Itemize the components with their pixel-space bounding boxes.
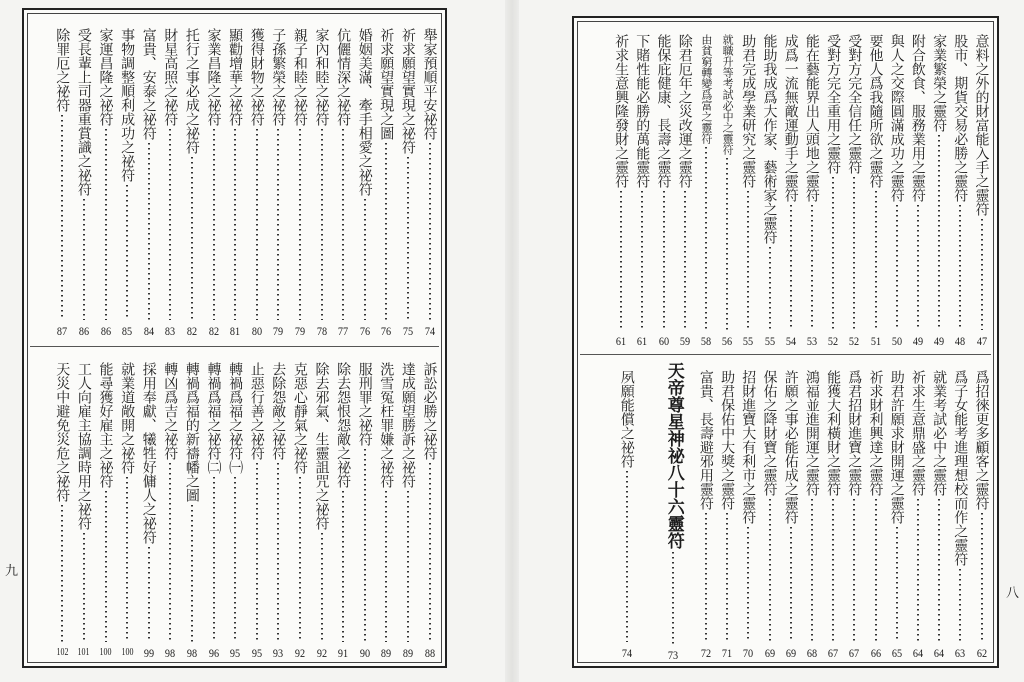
dot-leader [672,552,674,644]
toc-entry-page: 49 [912,334,923,348]
toc-entry [738,34,759,348]
toc-entry [950,34,971,348]
toc-entry-page: 66 [870,646,881,660]
dot-leader [875,499,877,642]
toc-entry-page: 101 [77,647,90,658]
dot-leader [747,191,749,330]
toc-entry-title: 洗雪冤枉罪嫌之祕符 [378,362,395,488]
book-gutter [505,0,519,682]
toc-entry-page: 72 [700,646,711,660]
toc-entry [354,28,375,338]
toc-entry-page: 89 [402,646,413,660]
toc-entry-title: 受對方完全信任之靈符 [846,34,863,174]
toc-entry [759,370,780,660]
toc-entry [376,362,397,660]
toc-entry-page: 98 [165,646,176,660]
dot-leader [938,135,940,330]
toc-entry-title: 工人向雇主協調時用之祕符 [75,362,92,530]
dot-leader [917,499,919,642]
toc-entry-page: 100 [121,647,134,658]
dot-leader [896,527,898,642]
toc-entry [289,362,310,660]
toc-entry-title: 爲君招財進寶之靈符 [846,370,863,496]
dot-leader [191,505,193,642]
dot-leader [105,129,107,320]
toc-entry-page: 95 [229,646,241,660]
dot-leader [811,205,813,330]
toc-entry [801,370,822,660]
dot-leader [407,157,409,320]
toc-entry [73,362,94,660]
toc-entry-title: 爲子女能考進理想校而作之靈符 [952,370,969,566]
right-page-number: 八 [1006,586,1020,601]
toc-entry-title: 除君厄年之災改運之靈符 [676,34,693,188]
toc-entry [865,370,886,660]
dot-leader [790,205,792,330]
toc-entry-page: 86 [100,324,111,338]
toc-entry-page: 92 [294,646,305,660]
toc-entry-title: 能在藝能界出人頭地之靈符 [803,34,820,202]
toc-entry-title: 轉凶爲吉之祕符 [162,362,179,460]
right-page-toc [572,16,999,668]
toc-entry-page: 59 [679,334,690,348]
toc-entry-page: 102 [56,647,69,658]
toc-entry [616,370,637,660]
toc-entry-page: 87 [57,324,68,338]
toc-entry [419,28,440,338]
toc-entry-page: 50 [891,334,902,348]
toc-entry-title: 就業考試必中之靈符 [931,370,948,496]
toc-entry-title: 助君許願求財開運之靈符 [888,370,905,524]
toc-entry-title: 受對方完全重用之靈符 [825,34,842,174]
toc-entry-page: 55 [764,334,775,348]
toc-entry-page: 84 [143,324,154,338]
toc-entry [52,362,73,660]
toc-entry-title: 家業繁榮之靈符 [931,34,948,132]
toc-entry-page: 76 [359,324,370,338]
section-divider [30,346,439,347]
dot-leader [917,205,919,330]
toc-entry-page: 52 [827,334,839,348]
toc-entry [95,28,116,338]
toc-entry-title: 除去邪氣、生靈詛咒之祕符 [313,362,330,530]
toc-entry-title: 除罪厄之祕符 [54,28,71,112]
dot-leader [407,491,409,642]
toc-entry-page: 98 [186,646,197,660]
toc-entry [52,28,73,338]
dot-leader [321,533,323,642]
toc-entry-page: 49 [933,334,945,348]
toc-entry-title: 訴訟必勝之祕符 [421,362,438,460]
toc-entry-page: 51 [870,334,881,348]
toc-entry-page: 82 [208,324,219,338]
dot-leader [853,177,855,330]
toc-entry-title: 財星高照之祕符 [162,28,179,126]
dot-leader [684,191,686,330]
toc-entry [138,28,159,338]
dot-leader [959,205,961,330]
dot-leader [213,477,215,642]
toc-entry [780,34,801,348]
toc-entry-title: 附合飲食、服務業用之靈符 [909,34,926,202]
dot-leader [726,513,728,642]
toc-entry-title: 與人之交際圓滿成功之靈符 [888,34,905,202]
dot-leader [277,129,279,320]
toc-entry-title: 轉禍爲福的新禱幡之圖 [183,362,200,502]
toc-entry-page: 90 [359,646,370,660]
toc-entry [717,370,738,660]
toc-entry-page: 48 [955,334,966,348]
left-page-toc [22,8,447,668]
toc-entry-title: 能保庇健康、長壽之靈符 [655,34,672,188]
dot-leader [148,143,150,320]
toc-entry [225,362,246,660]
toc-entry [695,370,716,660]
dot-leader [342,491,344,642]
toc-entry [333,28,354,338]
toc-entry [823,34,844,348]
toc-entry-title: 祈求財利興達之靈符 [867,370,884,496]
section-heading [660,362,686,662]
dot-leader [726,158,728,330]
dot-leader [385,491,387,642]
toc-entry [886,34,907,348]
dot-leader [299,129,301,320]
toc-entry-title: 止惡行善之祕符 [248,362,265,460]
toc-entry-page: 91 [337,646,349,660]
toc-entry [971,370,992,660]
toc-entry-title: 祈求生意鼎盛之靈符 [909,370,926,496]
toc-entry [246,362,267,660]
toc-entry [203,362,224,660]
toc-entry-title: 富貴、長壽避邪用靈符 [697,370,714,510]
toc-entry [929,370,950,660]
toc-entry-page: 74 [621,646,632,660]
dot-leader [896,205,898,330]
toc-entry [801,34,822,348]
toc-entry-page: 75 [402,324,413,338]
toc-entry-title: 富貴、安泰之祕符 [140,28,157,140]
toc-entry-title: 家運昌隆之祕符 [97,28,114,126]
toc-entry-page: 82 [186,324,197,338]
toc-entry-page: 54 [785,334,796,348]
toc-entry [907,370,928,660]
dot-leader [213,129,215,320]
toc-entry-page: 100 [99,647,112,658]
toc-entry-title: 就職升等考試必中之靈符 [721,34,735,155]
toc-entry-title: 轉禍爲福之祕符㈡ [205,362,222,474]
dot-leader [832,499,834,642]
toc-entry-title: 托行之事必成之祕符 [183,28,200,154]
toc-entry [289,28,310,338]
dot-leader [234,129,236,320]
toc-entry-title: 夙願能償之祕符 [618,370,635,468]
toc-entry-title: 招財進寶大有利市之靈符 [740,370,757,524]
toc-entry-title: 助君完成學業研究之靈符 [740,34,757,188]
toc-entry-page: 47 [976,334,987,348]
dot-leader [256,463,258,642]
toc-entry [181,28,202,338]
toc-entry [397,362,418,660]
toc-entry-page: 89 [381,646,392,660]
toc-entry [117,28,138,338]
toc-entry-title: 家業昌隆之祕符 [205,28,222,126]
dot-leader [747,527,749,642]
toc-entry-page: 61 [637,334,648,348]
toc-entry-title: 能助我成爲大作家、藝術家之靈符 [761,34,778,244]
toc-entry-page: 64 [933,646,945,660]
dot-leader [83,533,85,642]
toc-entry-title: 除去怨恨怨敵之祕符 [335,362,352,488]
toc-entry [268,28,289,338]
toc-entry-title: 能獲大利橫財之靈符 [825,370,842,496]
toc-entry-page: 93 [273,646,284,660]
dot-leader [626,471,628,642]
dot-leader [191,157,193,320]
dot-leader [429,463,431,642]
dot-leader [299,477,301,642]
toc-entry-title: 受長輩上司器重賞識之祕符 [75,28,92,196]
toc-entry-page: 58 [700,334,711,348]
toc-entry [333,362,354,660]
toc-entry-page: 88 [424,646,435,660]
dot-leader [663,191,665,330]
toc-entry-page: 92 [316,646,327,660]
toc-entry-page: 85 [121,324,133,338]
toc-entry-title: 獲得財物之祕符 [248,28,265,126]
toc-entry-page: 76 [381,324,392,338]
toc-entry [203,28,224,338]
dot-leader [364,449,366,642]
toc-entry [160,362,181,660]
toc-entry [695,34,716,348]
toc-entry-title: 鴻福並進開運之靈符 [803,370,820,496]
section-heading-title: 天帝尊星神祕八十六靈符 [663,362,684,549]
toc-entry [844,34,865,348]
toc-entry-page: 83 [165,324,176,338]
toc-entry [653,34,674,348]
toc-entry [246,28,267,338]
toc-entry [886,370,907,660]
toc-entry-page: 62 [976,646,987,660]
toc-entry [268,362,289,660]
toc-entry-title: 婚姻美滿、牽手相愛之祕符 [356,28,373,196]
dot-leader [126,477,128,642]
toc-entry-title: 由貧窮轉變爲富之靈符 [699,34,713,144]
toc-entry-page: 80 [251,324,262,338]
toc-entry-title: 舉家預順平安祕符 [421,28,438,140]
section-divider [580,354,991,355]
toc-entry-page: 79 [294,324,305,338]
toc-entry-title: 就業道敞開之祕符 [119,362,136,474]
dot-leader [641,191,643,330]
toc-entry [138,362,159,660]
toc-entry-title: 子孫繁榮之祕符 [270,28,287,126]
toc-entry-title: 服刑罪之祕符 [356,362,373,446]
toc-entry-title: 要他人爲我隨所欲之靈符 [867,34,884,188]
dot-leader [321,129,323,320]
dot-leader [790,527,792,642]
toc-entry-title: 祈求願望實現之祕符 [399,28,416,154]
toc-entry-page: 95 [251,646,262,660]
toc-entry-page: 64 [912,646,923,660]
toc-entry-title: 伉儷情深之祕符 [335,28,352,126]
toc-entry-page: 96 [208,646,219,660]
dot-leader [126,185,128,320]
toc-entry-page: 86 [78,324,89,338]
toc-entry [759,34,780,348]
dot-leader [429,143,431,320]
toc-entry-page: 99 [143,646,154,660]
toc-entry-page: 70 [743,646,754,660]
toc-entry-page: 63 [955,646,966,660]
dot-leader [981,513,983,642]
toc-entry-title: 股市、期貨交易必勝之靈符 [952,34,969,202]
toc-entry-title: 下賭性能必勝的萬能靈符 [634,34,651,188]
toc-entry-title: 去除怨敵之祕符 [270,362,287,460]
toc-entry [907,34,928,348]
dot-leader [938,499,940,642]
section-heading-page: 73 [668,648,679,662]
toc-entry [311,28,332,338]
toc-entry-page: 56 [721,334,733,348]
toc-entry [376,28,397,338]
dot-leader [875,191,877,330]
toc-entry [611,34,632,348]
toc-entry-title: 成爲一流無敵運動手之靈符 [782,34,799,202]
toc-entry-title: 克惡心靜氣之祕符 [291,362,308,474]
toc-entry [117,362,138,660]
toc-entry-page: 65 [891,646,902,660]
toc-entry [971,34,992,348]
toc-entry-page: 79 [273,324,284,338]
toc-entry [738,370,759,660]
toc-entry-title: 採用奉獻、犧牲好傭人之祕符 [140,362,157,544]
toc-entry-page: 78 [316,324,327,338]
toc-entry-title: 祈求願望實現之圖 [378,28,395,140]
toc-entry [73,28,94,338]
left-page-number: 九 [5,564,19,579]
dot-leader [61,115,63,320]
toc-entry-title: 轉禍爲福之祕符㈠ [227,362,244,474]
toc-entry [181,362,202,660]
toc-entry [311,362,332,660]
toc-entry-title: 保佑之降財寶之靈符 [761,370,778,496]
dot-leader [105,491,107,642]
toc-entry-page: 52 [849,334,860,348]
dot-leader [148,547,150,642]
dot-leader [811,499,813,642]
toc-entry [780,370,801,660]
toc-entry [717,34,738,348]
toc-entry-title: 顯勸增華之祕符 [227,28,244,126]
toc-entry [397,28,418,338]
dot-leader [832,177,834,330]
toc-entry-title: 能尋獲好雇主之祕符 [97,362,114,488]
dot-leader [169,129,171,320]
toc-entry [95,362,116,660]
dot-leader [385,143,387,320]
toc-entry [929,34,950,348]
dot-leader [234,477,236,642]
toc-entry-page: 53 [806,334,817,348]
toc-entry [950,370,971,660]
dot-leader [853,499,855,642]
dot-leader [277,463,279,642]
toc-entry [160,28,181,338]
toc-entry-page: 71 [721,646,733,660]
dot-leader [981,219,983,330]
toc-entry-title: 爲招徠更多顧客之靈符 [973,370,990,510]
toc-entry-page: 67 [849,646,860,660]
toc-entry-title: 事物調整順利成功之祕符 [119,28,136,182]
toc-entry-title: 親子和睦之祕符 [291,28,308,126]
toc-entry-title: 家內和睦之祕符 [313,28,330,126]
dot-leader [169,463,171,642]
dot-leader [959,569,961,642]
dot-leader [256,129,258,320]
toc-entry-page: 60 [658,334,669,348]
toc-entry [632,34,653,348]
toc-entry-title: 助君保佑中大獎之靈符 [719,370,736,510]
toc-entry-title: 許願之事必能佑成之靈符 [782,370,799,524]
toc-entry [225,28,246,338]
toc-entry-title: 意料之外的財富能入手之靈符 [973,34,990,216]
toc-entry-page: 77 [337,324,349,338]
dot-leader [83,199,85,320]
toc-entry [844,370,865,660]
dot-leader [620,191,622,330]
toc-entry-page: 55 [743,334,754,348]
toc-entry [419,362,440,660]
toc-entry [823,370,844,660]
toc-entry [354,362,375,660]
toc-entry-title: 祈求生意興隆發財之靈符 [613,34,630,188]
dot-leader [61,505,63,642]
toc-entry-page: 67 [827,646,839,660]
toc-entry [865,34,886,348]
dot-leader [705,513,707,642]
toc-entry-title: 天災中避免災危之祕符 [54,362,71,502]
toc-entry-page: 61 [615,334,627,348]
toc-entry-title: 達成願望勝訴之祕符 [399,362,416,488]
toc-entry-page: 81 [229,324,241,338]
dot-leader [364,199,366,320]
dot-leader [705,147,707,330]
toc-entry-page: 68 [806,646,817,660]
dot-leader [342,129,344,320]
toc-entry [674,34,695,348]
dot-leader [769,247,771,330]
toc-entry-page: 69 [785,646,796,660]
toc-entry-page: 74 [424,324,435,338]
toc-entry-page: 69 [764,646,775,660]
dot-leader [769,499,771,642]
